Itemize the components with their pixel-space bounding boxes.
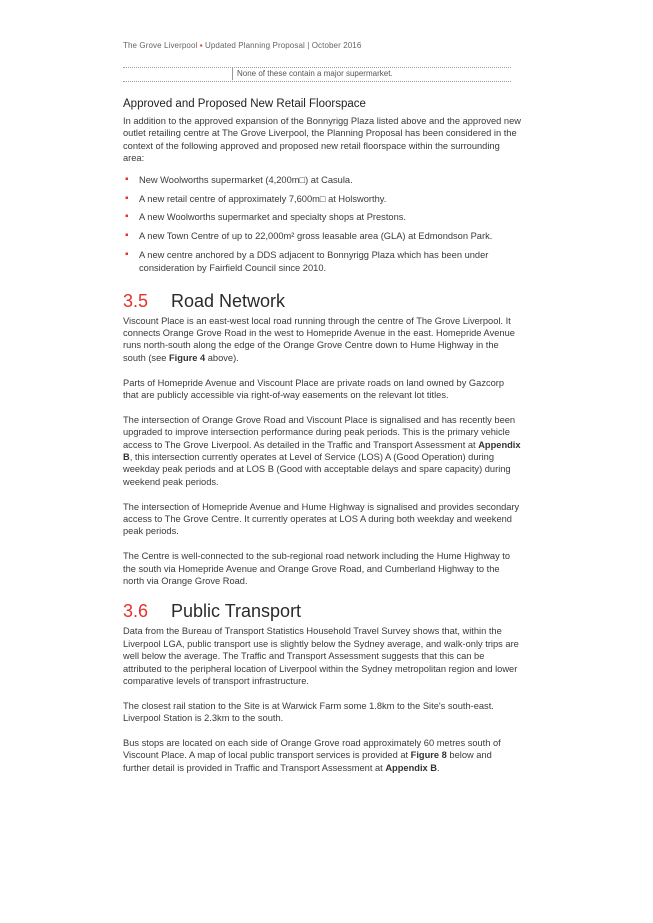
list-item-text: New Woolworths supermarket (4,200m□) at Casula. [139, 174, 353, 185]
bullet-icon: ▪ [125, 211, 129, 223]
running-header [123, 41, 361, 50]
figure-reference: Figure 4 [169, 352, 206, 363]
header-title-left: The Grove Liverpool [123, 41, 198, 50]
list-item [123, 230, 521, 242]
section-heading-public-transport [123, 600, 521, 622]
retail-subheading: Approved and Proposed New Retail Floorspace [123, 98, 366, 110]
figure-reference: Figure 8 [410, 750, 447, 761]
list-item-text: A new retail centre of approximately 7,600m□ at Holsworthy. [139, 193, 387, 204]
list-item-text: A new Woolworths supermarket and specialty shops at Prestons. [139, 212, 406, 223]
retail-bullet-list [123, 174, 521, 274]
main-content [123, 97, 521, 774]
section-title: Road Network [171, 290, 286, 311]
section-number: 3.5 [123, 290, 149, 311]
header-separator-dot: ▪ [199, 41, 203, 50]
list-item [123, 174, 521, 186]
list-item-text: A new centre anchored by a DDS adjacent to Bonnyrigg Plaza which has been under consideration by Fairfield Council since 2010. [139, 250, 489, 273]
list-item-text: A new Town Centre of up to 22,000m² gross leasable area (GLA) at Edmondson Park. [139, 231, 493, 242]
bullet-icon: ▪ [125, 173, 129, 185]
table-bottom-rule [123, 81, 511, 82]
bullet-icon: ▪ [125, 192, 129, 204]
road-paragraph-4: The intersection of Homepride Avenue and Hume Highway is signalised and provides secondary access to The Grove Centre. It currently operates at LOS A during both weekday and weekend peak periods. [123, 501, 520, 537]
road-paragraph-5: The Centre is well-connected to the sub-regional road network including the Hume Highway to the south via Homepride Avenue and Orange Grove Road, and Cumberland Highway to the north via Orange Grove Road. [123, 551, 511, 587]
road-paragraph-2: Parts of Homepride Avenue and Viscount Place are private roads on land owned by Gazcorp that are publicly accessible via right-of-way easements on the relevant lot titles. [123, 377, 505, 400]
appendix-reference: Appendix B [385, 762, 437, 773]
road-paragraph-1: Viscount Place is an east-west local road running through the centre of The Grove Liverpool. It connects Orange Grove Road in the west to Homepride Avenue in the east. Homepride Avenue runs north-south along the edge of the Orange Grove Centre down to Hume Highway in the south (see Figure 4 above). [123, 315, 515, 363]
retail-intro-paragraph: In addition to the approved expansion of the Bonnyrigg Plaza listed above and the approved new outlet retailing centre at The Grove Liverpool, the Planning Proposal has been considered in the context of the following approved and proposed new retail floorspace within the surrounding area: [123, 116, 521, 164]
section-number: 3.6 [123, 601, 149, 622]
list-item [123, 211, 521, 223]
section-heading-road-network [123, 290, 521, 312]
table-footnote: None of these contain a major supermarket. [232, 68, 393, 80]
transport-paragraph-3: Bus stops are located on each side of Orange Grove road approximately 60 metres south of Viscount Place. A map of local public transport services is provided at Figure 8 below and further detail is provided in Traffic and Transport Assessment at Appendix B. [123, 738, 501, 773]
appendix-reference: Appendix B [123, 439, 521, 462]
bullet-icon: ▪ [125, 249, 129, 261]
transport-paragraph-1: Data from the Bureau of Transport Statistics Household Travel Survey shows that, within the Liverpool LGA, public transport use is slightly below the Sydney average, and walk-only trips are well below the average. The Traffic and Transport Assessment suggests that this can be attributed to the peripheral location of Liverpool within the Sydney metropolitan region and lower comparative levels of transport infrastructure. [123, 626, 519, 687]
header-title-right: Updated Planning Proposal | October 2016 [204, 41, 362, 50]
list-item [123, 249, 521, 274]
bullet-icon: ▪ [125, 230, 129, 242]
list-item [123, 193, 521, 205]
section-title: Public Transport [171, 601, 302, 622]
transport-paragraph-2: The closest rail station to the Site is at Warwick Farm some 1.8km to the Site's south-east. Liverpool Station is 2.3km to the south. [123, 700, 494, 724]
road-paragraph-3: The intersection of Orange Grove Road and Viscount Place is signalised and has recently been upgraded to improve intersection performance during peak periods. This is the primary vehicle access to The Grove Liverpool. As detailed in the Traffic and Transport Assessment at Appendix B, this intersection currently operates at Level of Service (LOS) A (Good Operation) during weekday peak periods and at LOS B (Good with acceptable delays and spare capacity) during weekend peak periods. [123, 414, 521, 487]
